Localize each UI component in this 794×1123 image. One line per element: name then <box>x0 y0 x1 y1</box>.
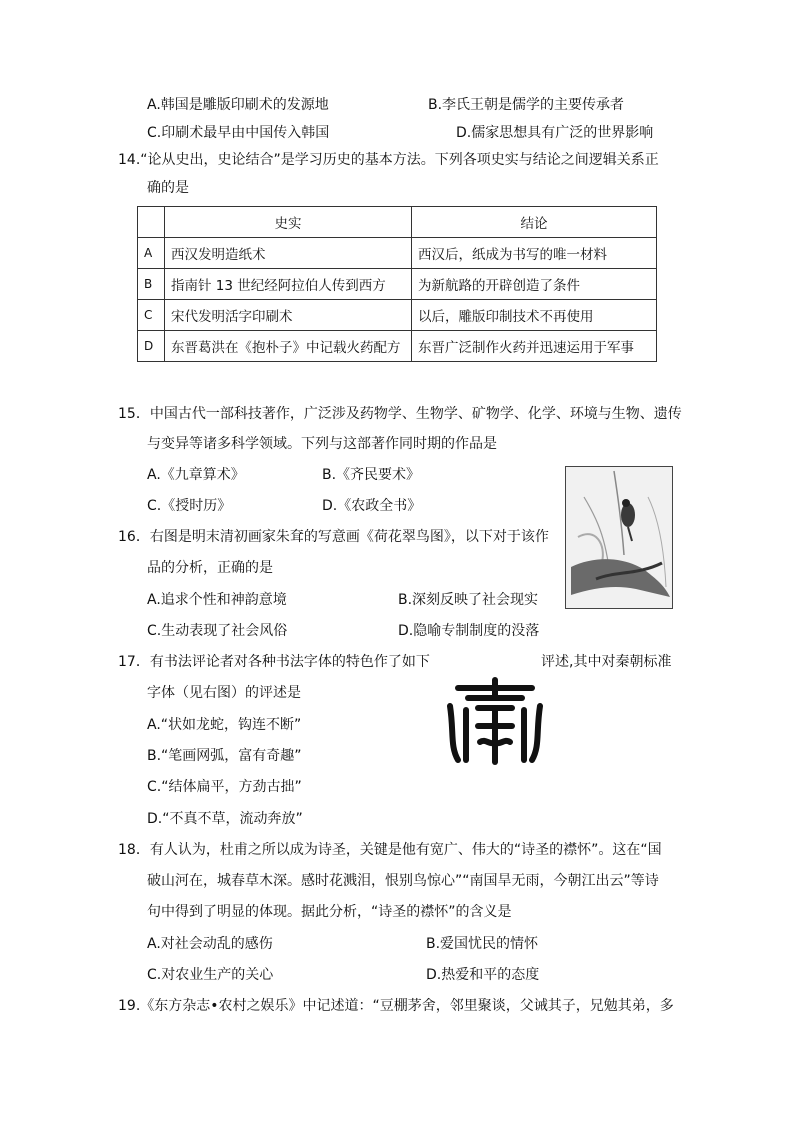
row-conclusion: 以后，雕版印制技术不再使用 <box>412 300 657 331</box>
table-row <box>138 300 657 331</box>
q15-option-b: B.《齐民要术》 <box>322 467 421 483</box>
q17-stem-line1b: 评述,其中对秦朝标准 <box>541 654 672 670</box>
q19-stem-line1: 19.《东方杂志•农村之娱乐》中记述道：“豆棚茅舍，邻里聚谈，父诫其子，兄勉其弟，多 <box>118 998 674 1014</box>
table-header-row <box>138 207 657 238</box>
q16-option-d: D.隐喻专制制度的没落 <box>398 623 540 639</box>
q15-option-a: A.《九章算术》 <box>147 467 245 483</box>
row-conclusion: 为新航路的开辟创造了条件 <box>412 269 657 300</box>
table-row <box>138 331 657 362</box>
table-header-blank <box>138 207 165 238</box>
q16-stem-line1: 16．右图是明末清初画家朱耷的写意画《荷花翠鸟图》，以下对于该作 <box>118 529 549 545</box>
q16-option-c: C.生动表现了社会风俗 <box>147 623 288 639</box>
row-key: B <box>138 269 165 300</box>
row-fact: 西汉发明造纸术 <box>165 238 412 269</box>
seal-script-character-icon <box>440 676 550 766</box>
q18-stem-line3: 句中得到了明显的体现。据此分析，“诗圣的襟怀”的含义是 <box>147 904 512 920</box>
table-header-fact: 史实 <box>165 207 412 238</box>
row-conclusion: 东晋广泛制作火药并迅速运用于军事 <box>412 331 657 362</box>
q13-option-c: C.印刷术最早由中国传入韩国 <box>147 125 330 141</box>
q16-stem-line2: 品的分析，正确的是 <box>147 560 273 576</box>
q17-option-d: D.“不真不草，流动奔放” <box>147 811 303 827</box>
q14-table <box>137 206 657 362</box>
q13-option-d: D.儒家思想具有广泛的世界影响 <box>456 125 654 141</box>
lotus-kingfisher-painting-icon <box>565 466 673 609</box>
table-row <box>138 269 657 300</box>
q14-stem-line1: 14.“论从史出，史论结合”是学习历史的基本方法。下列各项史实与结论之间逻辑关系正 <box>118 152 659 168</box>
q17-option-a: A.“状如龙蛇，钩连不断” <box>147 717 302 733</box>
seal-drawing <box>440 676 550 766</box>
q16-option-a: A.追求个性和神韵意境 <box>147 592 287 608</box>
q13-option-b: B.李氏王朝是儒学的主要传承者 <box>428 97 625 113</box>
q18-option-a: A.对社会动乱的感伤 <box>147 936 273 952</box>
table-header-conclusion: 结论 <box>412 207 657 238</box>
row-fact: 指南针 13 世纪经阿拉伯人传到西方 <box>165 269 412 300</box>
q18-option-b: B.爱国忧民的情怀 <box>426 936 539 952</box>
q18-option-c: C.对农业生产的关心 <box>147 967 274 983</box>
row-fact: 宋代发明活字印刷术 <box>165 300 412 331</box>
row-conclusion: 西汉后，纸成为书写的唯一材料 <box>412 238 657 269</box>
row-key: D <box>138 331 165 362</box>
q15-option-c: C.《授时历》 <box>147 498 232 514</box>
q15-stem-line2: 与变异等诸多科学领域。下列与这部著作同时期的作品是 <box>147 436 497 452</box>
q15-stem-line1: 15．中国古代一部科技著作，广泛涉及药物学、生物学、矿物学、化学、环境与生物、遗传 <box>118 406 682 422</box>
table-row <box>138 238 657 269</box>
q13-option-a: A.韩国是雕版印刷术的发源地 <box>147 97 329 113</box>
row-fact: 东晋葛洪在《抱朴子》中记载火药配方 <box>165 331 412 362</box>
row-key: A <box>138 238 165 269</box>
q16-option-b: B.深刻反映了社会现实 <box>398 592 539 608</box>
q18-stem-line2: 破山河在，城春草木深。感时花溅泪，恨别鸟惊心”“南国旱无雨，今朝江出云”等诗 <box>147 873 659 889</box>
q18-stem-line1: 18．有人认为，杜甫之所以成为诗圣，关键是他有宽广、伟大的“诗圣的襟怀”。这在“国 <box>118 842 662 858</box>
q17-stem-line2: 字体（见右图）的评述是 <box>147 685 301 701</box>
q18-option-d: D.热爱和平的态度 <box>426 967 540 983</box>
painting-drawing <box>566 467 672 608</box>
q14-stem-line2: 确的是 <box>147 180 189 196</box>
q17-option-c: C.“结体扁平，方劲古拙” <box>147 779 302 795</box>
q15-option-d: D.《农政全书》 <box>322 498 422 514</box>
q17-stem-line1a: 17．有书法评论者对各种书法字体的特色作了如下 <box>118 654 430 670</box>
q17-option-b: B.“笔画网弧，富有奇趣” <box>147 748 302 764</box>
row-key: C <box>138 300 165 331</box>
